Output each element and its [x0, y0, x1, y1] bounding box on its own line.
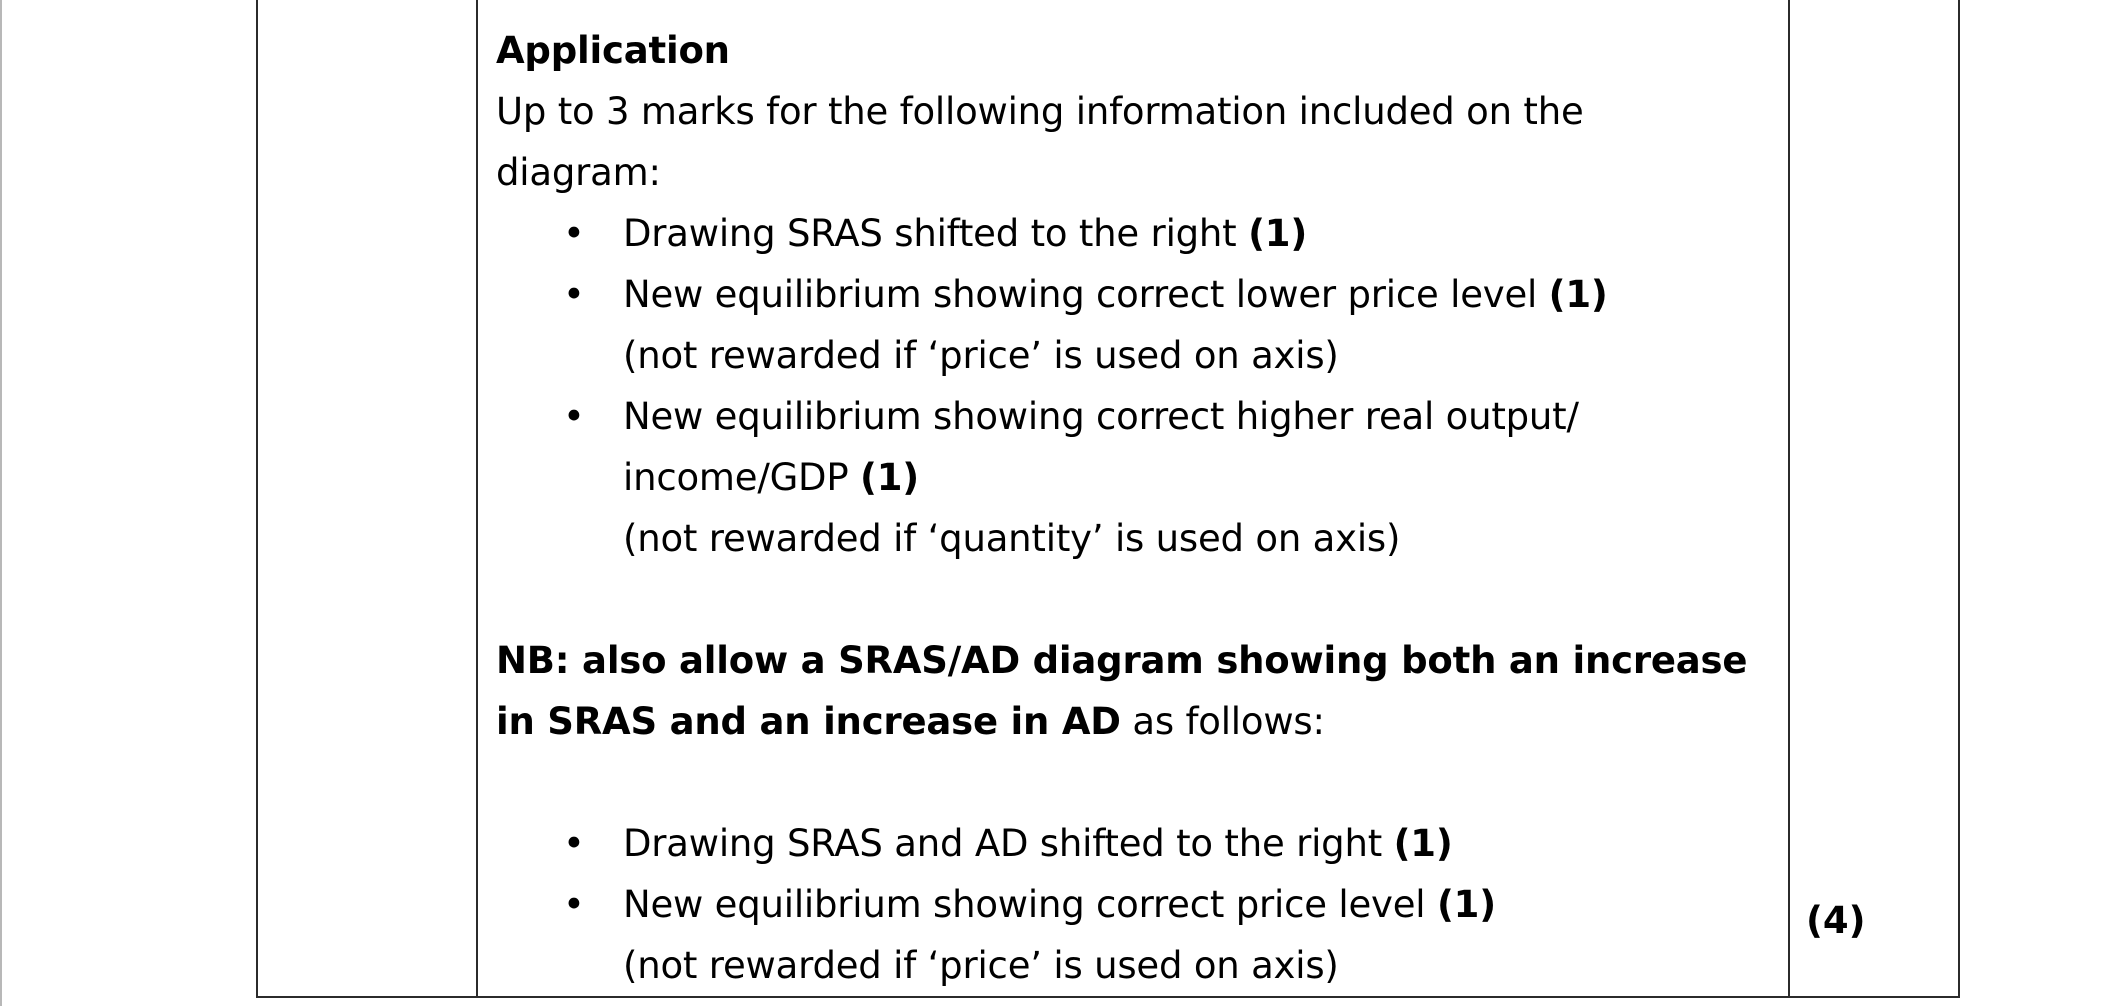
criterion-text-line-1: New equilibrium showing correct higher real output/: [623, 395, 1579, 438]
criterion-text: New equilibrium showing correct lower price level: [623, 273, 1549, 316]
intro-line-1: Up to 3 marks for the following information included on the: [496, 90, 1584, 133]
criterion-mark: (1): [1248, 212, 1308, 255]
bullet-icon: •: [563, 822, 585, 865]
criterion-mark: (1): [860, 456, 919, 499]
mark-scheme-cell: [496, 20, 1766, 996]
criterion-text-line-2: income/GDP: [623, 456, 861, 499]
bullet-icon: •: [563, 395, 585, 438]
list-item: [496, 813, 1766, 874]
list-item: [496, 874, 1766, 996]
nb-line-1: NB: also allow a SRAS/AD diagram showing both an increase: [496, 639, 1748, 682]
bullet-icon: •: [563, 212, 585, 255]
column-divider-2: [1788, 0, 1790, 996]
total-marks: (4): [1806, 899, 1866, 942]
nb-line-2: in SRAS and an increase in AD as follows:: [496, 700, 1325, 743]
criterion-mark: (1): [1436, 883, 1496, 926]
page-edge: [0, 0, 2, 1006]
list-item: [496, 264, 1766, 386]
criteria-list-a: [496, 203, 1766, 569]
criterion-mark: (1): [1393, 822, 1453, 865]
bullet-icon: •: [563, 273, 585, 316]
list-item: [496, 386, 1766, 569]
criterion-note: (not rewarded if ‘quantity’ is used on axis): [623, 517, 1401, 560]
intro-line-2: diagram:: [496, 151, 661, 194]
spacer: [496, 752, 1766, 813]
criteria-list-b: [496, 813, 1766, 996]
criterion-text: Drawing SRAS shifted to the right: [623, 212, 1249, 255]
criterion-note: (not rewarded if ‘price’ is used on axis): [623, 944, 1339, 987]
section-heading: Application: [496, 29, 730, 72]
criterion-text: New equilibrium showing correct price level: [623, 883, 1437, 926]
criterion-text: Drawing SRAS and AD shifted to the right: [623, 822, 1394, 865]
list-item: [496, 203, 1766, 264]
bullet-icon: •: [563, 883, 585, 926]
column-divider-1: [476, 0, 478, 996]
criterion-note: (not rewarded if ‘price’ is used on axis): [623, 334, 1339, 377]
criterion-mark: (1): [1548, 273, 1608, 316]
spacer: [496, 569, 1766, 630]
